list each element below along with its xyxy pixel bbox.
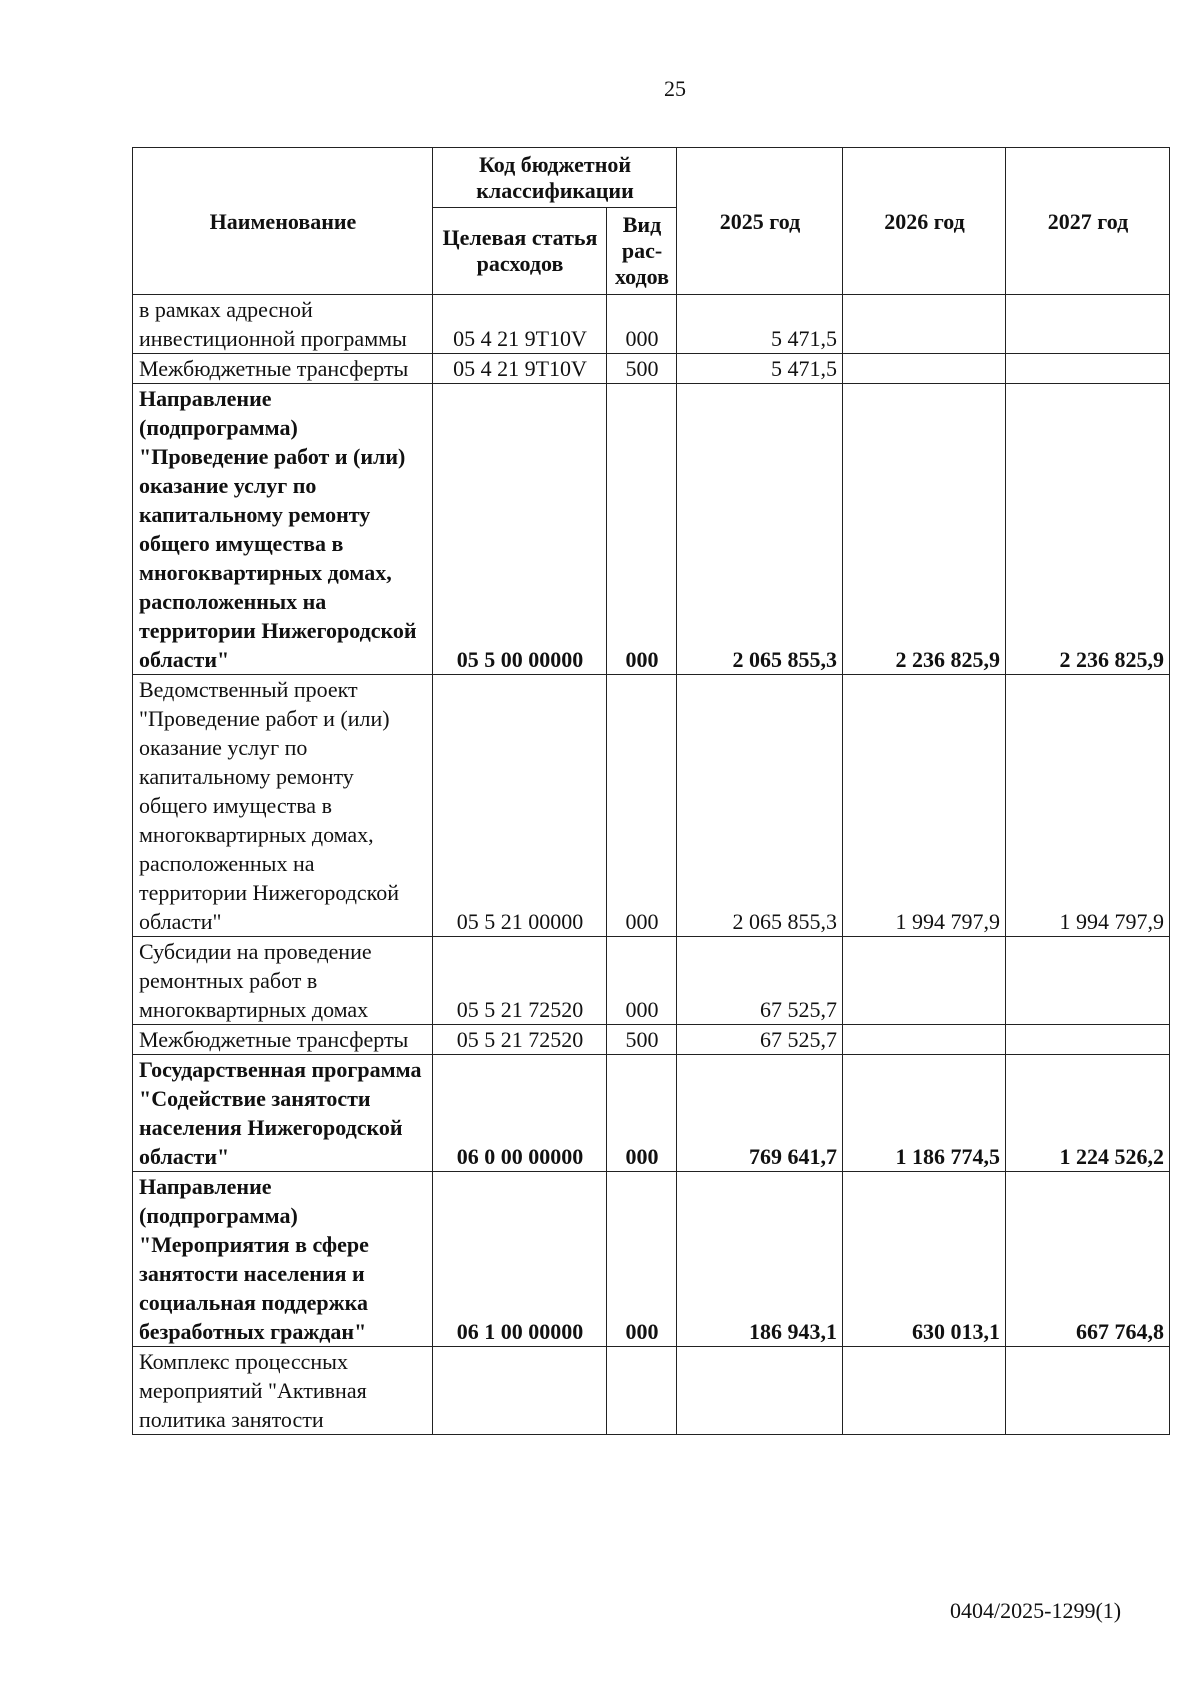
cell-2027: [1006, 1025, 1170, 1055]
cell-2027: [1006, 1347, 1170, 1435]
cell-2025: 5 471,5: [677, 354, 843, 384]
cell-target-code: 06 0 00 00000: [433, 1055, 607, 1172]
header-kind: Вид рас-ходов: [607, 208, 677, 295]
cell-2026: 630 013,1: [843, 1172, 1006, 1347]
header-code-group: Код бюджетной классификации: [433, 148, 677, 208]
cell-target-code: 05 5 21 00000: [433, 675, 607, 937]
cell-target-code: 05 4 21 9Т10V: [433, 295, 607, 354]
cell-2027: [1006, 295, 1170, 354]
cell-expense-kind: 000: [607, 675, 677, 937]
cell-target-code: 05 5 21 72520: [433, 1025, 607, 1055]
cell-name: Направление (подпрограмма) "Проведение работ и (или) оказание услуг по капитальному ремонту общего имущества в многоквартирных домах, расположенных на территории Нижегородской области": [133, 384, 433, 675]
header-name: Наименование: [133, 148, 433, 295]
cell-2025: 769 641,7: [677, 1055, 843, 1172]
cell-2027: 2 236 825,9: [1006, 384, 1170, 675]
table-row: [133, 354, 1170, 384]
header-row-1: [133, 148, 1170, 208]
header-2026: 2026 год: [843, 148, 1006, 295]
cell-name: Государственная программа "Содействие занятости населения Нижегородской области": [133, 1055, 433, 1172]
cell-expense-kind: 000: [607, 384, 677, 675]
cell-2026: [843, 354, 1006, 384]
cell-target-code: 06 1 00 00000: [433, 1172, 607, 1347]
table-row: [133, 295, 1170, 354]
cell-target-code: 05 5 21 72520: [433, 937, 607, 1025]
cell-target-code: 05 4 21 9Т10V: [433, 354, 607, 384]
cell-2027: [1006, 354, 1170, 384]
table-row: [133, 1347, 1170, 1435]
cell-target-code: [433, 1347, 607, 1435]
cell-target-code: 05 5 00 00000: [433, 384, 607, 675]
cell-expense-kind: 000: [607, 937, 677, 1025]
table-row: [133, 1055, 1170, 1172]
cell-expense-kind: 500: [607, 1025, 677, 1055]
cell-name: в рамках адресной инвестиционной программы: [133, 295, 433, 354]
cell-2027: 1 994 797,9: [1006, 675, 1170, 937]
header-target: Целевая статья расходов: [433, 208, 607, 295]
cell-name: Межбюджетные трансферты: [133, 354, 433, 384]
cell-2026: [843, 1025, 1006, 1055]
table-row: [133, 675, 1170, 937]
table-row: [133, 1172, 1170, 1347]
table-row: [133, 937, 1170, 1025]
cell-name: Ведомственный проект "Проведение работ и (или) оказание услуг по капитальному ремонту общего имущества в многоквартирных домах, расположенных на территории Нижегородской области": [133, 675, 433, 937]
cell-2027: [1006, 937, 1170, 1025]
cell-2026: 1 186 774,5: [843, 1055, 1006, 1172]
cell-expense-kind: [607, 1347, 677, 1435]
cell-name: Комплекс процессных мероприятий "Активная политика занятости: [133, 1347, 433, 1435]
cell-expense-kind: 500: [607, 354, 677, 384]
cell-2025: 67 525,7: [677, 1025, 843, 1055]
cell-2025: 67 525,7: [677, 937, 843, 1025]
cell-2026: 1 994 797,9: [843, 675, 1006, 937]
cell-name: Межбюджетные трансферты: [133, 1025, 433, 1055]
cell-2026: [843, 295, 1006, 354]
cell-expense-kind: 000: [607, 1172, 677, 1347]
cell-expense-kind: 000: [607, 295, 677, 354]
document-id: 0404/2025-1299(1): [950, 1598, 1122, 1623]
cell-2026: [843, 937, 1006, 1025]
cell-2027: 667 764,8: [1006, 1172, 1170, 1347]
cell-expense-kind: 000: [607, 1055, 677, 1172]
cell-2025: 2 065 855,3: [677, 675, 843, 937]
cell-2025: 2 065 855,3: [677, 384, 843, 675]
cell-2026: [843, 1347, 1006, 1435]
page-number: 25: [664, 76, 686, 101]
cell-name: Субсидии на проведение ремонтных работ в многоквартирных домах: [133, 937, 433, 1025]
cell-2026: 2 236 825,9: [843, 384, 1006, 675]
budget-table: [132, 147, 1170, 1435]
header-2025: 2025 год: [677, 148, 843, 295]
cell-2025: 5 471,5: [677, 295, 843, 354]
table-row: [133, 1025, 1170, 1055]
cell-2027: 1 224 526,2: [1006, 1055, 1170, 1172]
cell-2025: [677, 1347, 843, 1435]
table-row: [133, 384, 1170, 675]
cell-name: Направление (подпрограмма) "Мероприятия в сфере занятости населения и социальная поддержка безработных граждан": [133, 1172, 433, 1347]
cell-2025: 186 943,1: [677, 1172, 843, 1347]
header-2027: 2027 год: [1006, 148, 1170, 295]
